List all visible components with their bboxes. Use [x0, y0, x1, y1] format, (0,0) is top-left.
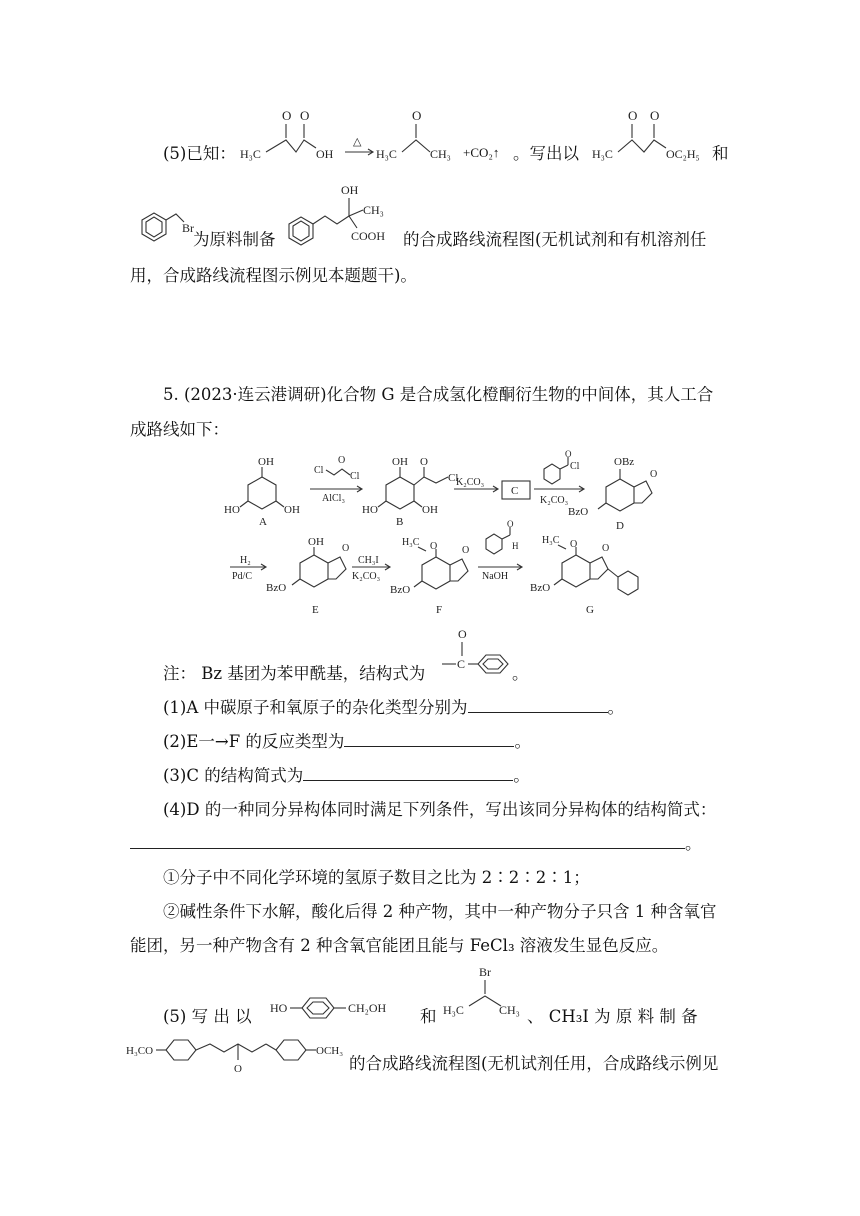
label-e: E	[312, 604, 319, 616]
svg-text:C: C	[457, 657, 466, 671]
svg-text:Cl: Cl	[350, 471, 360, 482]
svg-text:OH: OH	[284, 504, 300, 516]
arrow-step3	[534, 449, 584, 506]
q4-5-line2-end: 的合成路线流程图(无机试剂和有机溶剂任	[403, 230, 707, 249]
svg-text:H₃C: H₃C	[443, 1003, 464, 1017]
label-c: C	[511, 485, 519, 497]
arrow-step4	[230, 555, 266, 582]
svg-text:BzO: BzO	[266, 582, 287, 594]
condition-1: ①分子中不同化学环境的氢原子数目之比为 2∶2∶2∶1；	[163, 868, 590, 887]
svg-text:COOH: COOH	[351, 229, 386, 243]
answer-blank-3[interactable]	[303, 766, 513, 781]
q4-5-prefix: (5)已知：	[163, 144, 236, 163]
svg-text:BzO: BzO	[390, 584, 411, 596]
svg-text:CH₃: CH₃	[363, 203, 384, 217]
target-diaryl-dienone-structure	[126, 1030, 352, 1080]
condition-2-line1: ②碱性条件下水解，酸化后得 2 种产物，其中一种产物分子只含 1 种含氧官	[163, 902, 717, 921]
svg-text:CH₃I: CH₃I	[358, 555, 379, 566]
label-a: A	[259, 516, 267, 528]
q5-1-text: (1)A 中碳原子和氧原子的杂化类型分别为 。	[163, 698, 625, 717]
q5-5-end: 、 CH₃I 为 原 料 制 备	[527, 1007, 698, 1026]
svg-text:H₃CO: H₃CO	[126, 1045, 154, 1057]
q4-5-mid: 。写出以	[513, 144, 579, 163]
svg-text:O: O	[234, 1063, 242, 1075]
acetone-structure	[376, 104, 466, 164]
svg-text:OH: OH	[341, 183, 359, 197]
svg-text:O: O	[507, 519, 514, 529]
svg-text:OH: OH	[316, 147, 334, 161]
svg-text:Cl: Cl	[314, 465, 324, 476]
condition-2-line2: 能团，另一种产物含有 2 种含氧官能团且能与 FeCl₃ 溶液发生显色反应。	[130, 936, 669, 955]
label-g: G	[586, 604, 594, 616]
bz-note-suffix: 。	[512, 664, 529, 683]
svg-text:BzO: BzO	[530, 582, 551, 594]
svg-text:△: △	[353, 136, 362, 148]
compound-a-structure	[224, 456, 300, 528]
synthesis-scheme	[222, 449, 662, 625]
answer-blank-1[interactable]	[468, 698, 608, 713]
svg-text:OH: OH	[258, 456, 274, 468]
q5-2-text: (2)E一→F 的反应类型为 。	[163, 732, 531, 751]
label-d: D	[616, 520, 624, 532]
compound-f-structure	[390, 537, 469, 616]
compound-d-structure	[568, 456, 657, 532]
svg-text:Br: Br	[479, 965, 491, 979]
svg-text:H₃C: H₃C	[376, 147, 397, 161]
svg-text:OBz: OBz	[614, 456, 635, 468]
hydroxybenzyl-alcohol-structure	[268, 988, 418, 1028]
q5-intro-line2: 成路线如下：	[130, 420, 229, 439]
svg-text:OCH₃: OCH₃	[316, 1045, 344, 1057]
svg-text:O: O	[282, 108, 292, 123]
acetoacetic-acid-structure	[240, 104, 350, 164]
q4-5-end: 和	[712, 144, 729, 163]
svg-text:O: O	[338, 455, 346, 466]
svg-text:NaOH: NaOH	[482, 571, 509, 582]
2-bromopropane-structure	[443, 962, 523, 1024]
svg-text:O: O	[420, 456, 428, 468]
q4-5-line2-mid: 为原料制备	[193, 230, 276, 249]
svg-text:H₃C: H₃C	[240, 147, 261, 161]
svg-text:O: O	[602, 543, 610, 554]
svg-text:CH₃: CH₃	[499, 1003, 520, 1017]
svg-text:K₂CO₃: K₂CO₃	[540, 495, 569, 506]
svg-text:O: O	[462, 545, 470, 556]
label-b: B	[396, 516, 404, 528]
svg-text:K₂CO₃: K₂CO₃	[456, 477, 485, 488]
q5-5-mid: 和	[420, 1007, 437, 1026]
q5-4-blank-line: 。	[130, 833, 702, 855]
q5-5-prefix: (5) 写 出 以	[163, 1007, 252, 1026]
svg-text:CH₃: CH₃	[430, 147, 451, 161]
q4-5-line3: 用，合成路线流程图示例见本题题干)。	[130, 266, 417, 285]
svg-text:Cl: Cl	[570, 461, 580, 472]
svg-text:AlCl₃: AlCl₃	[322, 493, 345, 504]
arrow-step5	[352, 555, 390, 582]
svg-text:O: O	[342, 543, 350, 554]
svg-text:H₂: H₂	[240, 555, 251, 566]
arrow-step1	[310, 455, 362, 504]
svg-text:HO: HO	[224, 504, 240, 516]
svg-text:O: O	[650, 108, 660, 123]
svg-text:OH: OH	[422, 504, 438, 516]
label-f: F	[436, 604, 443, 616]
svg-text:O: O	[300, 108, 310, 123]
svg-text:H: H	[512, 541, 519, 551]
compound-b-structure	[362, 456, 458, 528]
compound-g-structure	[530, 535, 638, 616]
svg-text:O: O	[570, 539, 578, 550]
svg-text:H₃C: H₃C	[592, 147, 613, 161]
q5-intro-line1: 5. (2023·连云港调研)化合物 G 是合成氢化橙酮衍生物的中间体，其人工合	[163, 385, 714, 404]
benzoyl-structure	[440, 624, 520, 682]
answer-blank-2[interactable]	[344, 732, 514, 747]
svg-text:BzO: BzO	[568, 506, 589, 518]
target-hydroxy-acid-structure	[283, 178, 408, 254]
svg-text:H₃C: H₃C	[542, 535, 560, 546]
svg-text:OH: OH	[308, 536, 324, 548]
q5-4-text: (4)D 的一种同分异构体同时满足下列条件，写出该同分异构体的结构简式：	[163, 800, 717, 819]
svg-text:O: O	[565, 449, 572, 459]
arrow-step2	[454, 477, 530, 499]
svg-text:O: O	[628, 108, 638, 123]
svg-text:HO: HO	[270, 1001, 288, 1015]
svg-text:OH: OH	[392, 456, 408, 468]
answer-blank-4[interactable]	[130, 834, 685, 849]
ethyl-acetoacetate-structure	[592, 104, 712, 164]
svg-text:HO: HO	[362, 504, 378, 516]
svg-text:K₂CO₃: K₂CO₃	[352, 571, 381, 582]
svg-text:O: O	[458, 627, 467, 641]
heat-arrow	[343, 134, 377, 160]
svg-text:OC₂H₅: OC₂H₅	[666, 147, 700, 161]
q5-3-text: (3)C 的结构简式为 。	[163, 766, 530, 785]
co2-gas-label: +CO₂↑	[463, 145, 500, 160]
svg-text:O: O	[412, 108, 422, 123]
svg-text:Cl: Cl	[448, 472, 459, 484]
q5-5-line2: 的合成路线流程图(无机试剂任用，合成路线示例见	[349, 1054, 719, 1073]
svg-text:CH₂OH: CH₂OH	[348, 1001, 387, 1015]
svg-text:O: O	[430, 541, 438, 552]
svg-text:Br: Br	[182, 221, 194, 235]
compound-e-structure	[266, 536, 349, 616]
bz-note-text: 注： Bz 基团为苯甲酰基，结构式为	[163, 664, 426, 683]
svg-text:O: O	[650, 469, 658, 480]
svg-text:Pd/C: Pd/C	[232, 571, 253, 582]
arrow-step6	[478, 519, 522, 582]
svg-text:H₃C: H₃C	[402, 537, 420, 548]
benzyl-bromide-structure	[130, 200, 200, 250]
